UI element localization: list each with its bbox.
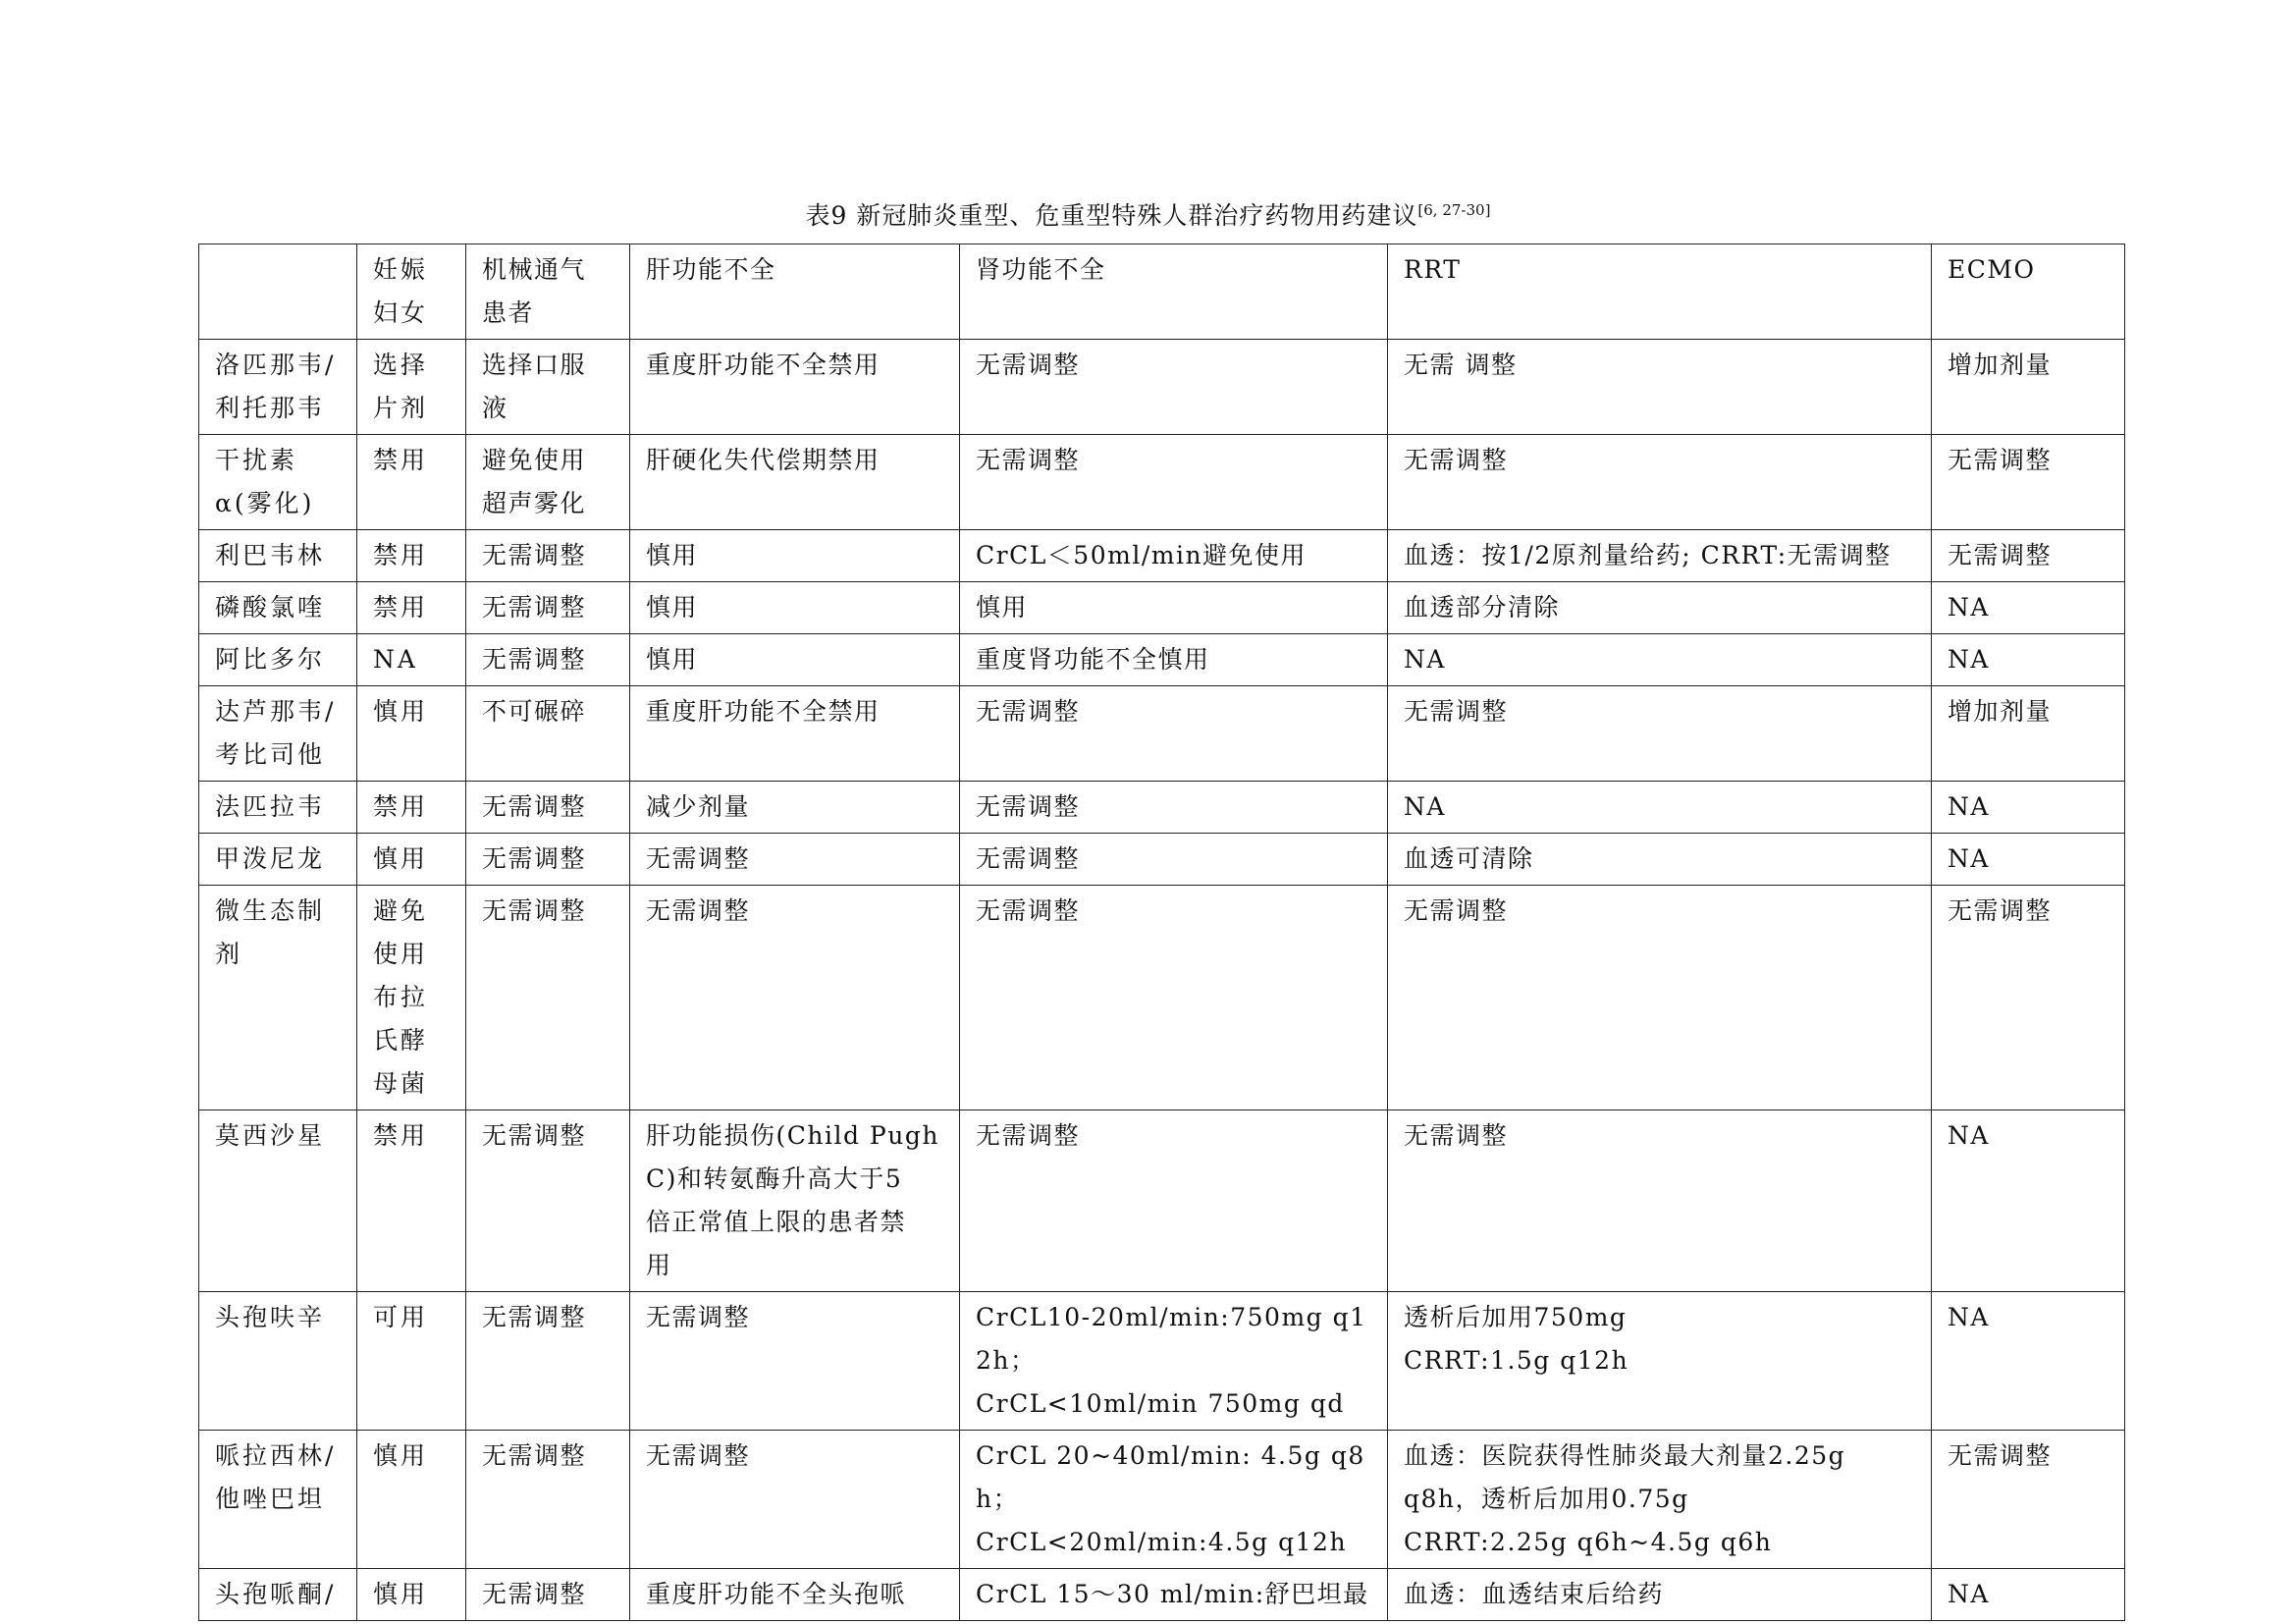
cell-rrt (1388, 834, 1932, 886)
cell-line: 无需调整 (482, 1303, 587, 1331)
cell-ecmo (1932, 1569, 2125, 1621)
cell-line: 血透可清除 (1404, 844, 1534, 873)
table-row (199, 782, 2125, 834)
cell-liver (630, 435, 960, 530)
cell-line: CrCL 20~40ml/min: 4.5g q8h； (976, 1441, 1365, 1513)
cell-line: 可用 (373, 1303, 429, 1331)
cell-rrt (1388, 1431, 1932, 1569)
cell-line: 无需调整 (1404, 896, 1509, 925)
cell-kidney (960, 435, 1388, 530)
cell-line: 无需调整 (976, 1121, 1081, 1150)
cell-line: 阿比多尔 (215, 645, 326, 674)
cell-line: q8h，透析后加用0.75g (1404, 1485, 1689, 1513)
cell-line: 他唑巴坦 (215, 1485, 326, 1513)
cell-pregnancy (357, 435, 466, 530)
cell-ventilation (466, 1292, 630, 1431)
cell-ventilation (466, 1569, 630, 1621)
cell-liver (630, 340, 960, 435)
cell-line: 无需调整 (646, 896, 751, 925)
cell-ventilation (466, 834, 630, 886)
cell-line: NA (373, 645, 418, 674)
cell-line: 磷酸氯喹 (215, 593, 326, 622)
cell-line: 甲泼尼龙 (215, 844, 326, 873)
cell-ecmo (1932, 1431, 2125, 1569)
cell-line: 避免 (373, 896, 429, 925)
cell-line: 避免使用 (482, 446, 587, 474)
cell-line: 无需调整 (1404, 446, 1509, 474)
cell-ventilation (466, 582, 630, 634)
cell-line: 液 (482, 394, 508, 422)
cell-line: 慎用 (373, 1441, 429, 1470)
cell-pregnancy (357, 886, 466, 1110)
cell-line: 布拉 (373, 983, 429, 1011)
cell-liver (630, 530, 960, 582)
cell-liver (630, 782, 960, 834)
cell-line: CRRT:1.5g q12h (1404, 1346, 1629, 1375)
cell-line: 选择 (373, 351, 429, 379)
cell-line: NA (1404, 792, 1446, 821)
cell-line: 肝硬化失代偿期禁用 (646, 446, 881, 474)
cell-ventilation (466, 1110, 630, 1292)
cell-drug (199, 1431, 357, 1569)
cell-line: 慎用 (646, 541, 699, 569)
cell-drug (199, 582, 357, 634)
cell-line: 无需调整 (482, 541, 587, 569)
cell-line: 无需调整 (482, 792, 587, 821)
cell-line: 片剂 (373, 394, 429, 422)
cell-kidney (960, 340, 1388, 435)
cell-line: 慎用 (373, 1580, 429, 1608)
cell-line: 母菌 (373, 1069, 429, 1098)
table-row (199, 435, 2125, 530)
cell-line: CRRT:2.25g q6h~4.5g q6h (1404, 1528, 1773, 1556)
cell-ventilation (466, 782, 630, 834)
cell-line: NA (1948, 844, 1990, 873)
cell-pregnancy (357, 530, 466, 582)
cell-ecmo (1932, 582, 2125, 634)
cell-line: 干扰素 (215, 446, 298, 474)
cell-kidney (960, 834, 1388, 886)
cell-line: 血透：血透结束后给药 (1404, 1580, 1665, 1608)
cell-ecmo (1932, 686, 2125, 782)
cell-rrt (1388, 1569, 1932, 1621)
cell-line: CrCL 15～30 ml/min:舒巴坦最 (976, 1580, 1369, 1608)
cell-line: 无需调整 (646, 844, 751, 873)
cell-line: 利巴韦林 (215, 541, 326, 569)
cell-line: NA (1948, 1303, 1990, 1331)
cell-line: CrCL<20ml/min:4.5g q12h (976, 1528, 1348, 1556)
cell-line: 慎用 (373, 844, 429, 873)
table-row (199, 1110, 2125, 1292)
cell-line: 重度肾功能不全慎用 (976, 645, 1210, 674)
cell-ecmo (1932, 1110, 2125, 1292)
cell-line: 无需调整 (482, 1580, 587, 1608)
cell-ventilation (466, 686, 630, 782)
cell-line: 无需调整 (482, 896, 587, 925)
cell-line: 透析后加用750mg (1404, 1303, 1628, 1331)
header-line (215, 248, 341, 292)
cell-line: 倍正常值上限的患者禁 (646, 1208, 907, 1236)
cell-line: NA (1948, 645, 1990, 674)
cell-line: 慎用 (976, 593, 1029, 622)
cell-drug (199, 782, 357, 834)
cell-line: 无需调整 (1404, 697, 1509, 726)
cell-pregnancy (357, 834, 466, 886)
cell-line: 使用 (373, 940, 429, 968)
cell-line: CrCL<10ml/min 750mg qd (976, 1389, 1345, 1418)
cell-line: CrCL＜50ml/min避免使用 (976, 541, 1308, 569)
table-row (199, 1569, 2125, 1621)
cell-line: 无需调整 (646, 1441, 751, 1470)
cell-drug (199, 435, 357, 530)
cell-line: 头孢呋辛 (215, 1303, 326, 1331)
cell-line: 考比司他 (215, 740, 326, 769)
cell-liver (630, 1431, 960, 1569)
cell-ecmo (1932, 530, 2125, 582)
cell-line: 无需调整 (1948, 541, 2053, 569)
cell-line: CrCL10-20ml/min:750mg q12h； (976, 1303, 1367, 1375)
cell-line: 禁用 (373, 792, 429, 821)
cell-line: NA (1948, 1121, 1990, 1150)
header-line: ECMO (1948, 255, 2036, 284)
cell-rrt (1388, 435, 1932, 530)
cell-line: 血透部分清除 (1404, 593, 1561, 622)
cell-line: 氏酵 (373, 1026, 429, 1055)
cell-ecmo (1932, 1292, 2125, 1431)
cell-ecmo (1932, 634, 2125, 686)
cell-line: 不可碾碎 (482, 697, 587, 726)
cell-ecmo (1932, 886, 2125, 1110)
cell-kidney (960, 1292, 1388, 1431)
caption-reference: [6, 27-30] (1417, 201, 1491, 219)
cell-line: 重度肝功能不全头孢哌 (646, 1580, 907, 1608)
header-liver (630, 244, 960, 340)
table-row (199, 834, 2125, 886)
cell-line: 肝功能损伤(Child Pugh (646, 1121, 939, 1150)
cell-liver (630, 634, 960, 686)
header-line: 机械通气 (482, 255, 587, 284)
cell-pregnancy (357, 634, 466, 686)
cell-rrt (1388, 340, 1932, 435)
cell-ventilation (466, 340, 630, 435)
cell-line: 用 (646, 1251, 672, 1279)
cell-line: 重度肝功能不全禁用 (646, 351, 881, 379)
table-caption (0, 192, 2296, 234)
cell-line: 慎用 (646, 593, 699, 622)
cell-line: 无需调整 (1404, 1121, 1509, 1150)
cell-pregnancy (357, 686, 466, 782)
cell-line: 禁用 (373, 541, 429, 569)
cell-kidney (960, 686, 1388, 782)
cell-line: 无需调整 (482, 1121, 587, 1150)
header-line (215, 292, 341, 335)
cell-rrt (1388, 782, 1932, 834)
cell-ecmo (1932, 435, 2125, 530)
cell-kidney (960, 530, 1388, 582)
cell-line: 无需调整 (482, 1441, 587, 1470)
cell-line: 禁用 (373, 446, 429, 474)
cell-line: 无需调整 (976, 896, 1081, 925)
cell-line: NA (1948, 792, 1990, 821)
cell-rrt (1388, 582, 1932, 634)
cell-line: 无需调整 (976, 844, 1081, 873)
cell-line: 慎用 (373, 697, 429, 726)
header-line: 患者 (482, 298, 535, 327)
cell-line: 微生态制 (215, 896, 326, 925)
cell-line: 哌拉西林/ (215, 1441, 337, 1470)
cell-line: α(雾化) (215, 489, 315, 517)
cell-drug (199, 834, 357, 886)
cell-line: 血透：医院获得性肺炎最大剂量2.25g (1404, 1441, 1846, 1470)
cell-rrt (1388, 686, 1932, 782)
header-kidney (960, 244, 1388, 340)
cell-line: 增加剂量 (1948, 697, 2053, 726)
cell-drug (199, 1292, 357, 1431)
header-rrt (1388, 244, 1932, 340)
cell-drug (199, 1569, 357, 1621)
cell-kidney (960, 1431, 1388, 1569)
cell-rrt (1388, 1292, 1932, 1431)
cell-pregnancy (357, 782, 466, 834)
cell-line: 无需调整 (482, 645, 587, 674)
cell-pregnancy (357, 340, 466, 435)
cell-rrt (1388, 530, 1932, 582)
cell-kidney (960, 1110, 1388, 1292)
header-line: 肾功能不全 (976, 255, 1106, 284)
cell-line: NA (1948, 1580, 1990, 1608)
cell-line: 无需调整 (1948, 1441, 2053, 1470)
header-line: 妊娠 (373, 255, 429, 284)
cell-ecmo (1932, 834, 2125, 886)
cell-line: 无需 调整 (1404, 351, 1518, 379)
table-row (199, 340, 2125, 435)
cell-liver (630, 582, 960, 634)
cell-ventilation (466, 886, 630, 1110)
cell-line: 选择口服 (482, 351, 587, 379)
cell-line: 无需调整 (976, 351, 1081, 379)
cell-liver (630, 686, 960, 782)
cell-drug (199, 1110, 357, 1292)
cell-line: 无需调整 (976, 697, 1081, 726)
cell-liver (630, 1110, 960, 1292)
cell-line: NA (1948, 593, 1990, 622)
cell-rrt (1388, 634, 1932, 686)
table-header-row (199, 244, 2125, 340)
table-row (199, 582, 2125, 634)
cell-kidney (960, 1569, 1388, 1621)
cell-drug (199, 686, 357, 782)
table-row (199, 1292, 2125, 1431)
cell-line: 剂 (215, 940, 243, 968)
header-line: 妇女 (373, 298, 429, 327)
cell-line: 头孢哌酮/ (215, 1580, 337, 1608)
cell-line: 禁用 (373, 1121, 429, 1150)
cell-liver (630, 1292, 960, 1431)
cell-pregnancy (357, 582, 466, 634)
cell-line: 增加剂量 (1948, 351, 2053, 379)
table-row (199, 686, 2125, 782)
cell-line: 重度肝功能不全禁用 (646, 697, 881, 726)
cell-line: 莫西沙星 (215, 1121, 326, 1150)
cell-liver (630, 1569, 960, 1621)
table-row (199, 886, 2125, 1110)
cell-line: 无需调整 (976, 792, 1081, 821)
cell-rrt (1388, 886, 1932, 1110)
cell-drug (199, 340, 357, 435)
cell-pregnancy (357, 1110, 466, 1292)
cell-drug (199, 530, 357, 582)
cell-kidney (960, 886, 1388, 1110)
drug-recommendation-table (198, 244, 2125, 1621)
cell-ventilation (466, 530, 630, 582)
cell-line: 达芦那韦/ (215, 697, 337, 726)
table-row (199, 1431, 2125, 1569)
cell-kidney (960, 782, 1388, 834)
cell-kidney (960, 634, 1388, 686)
cell-pregnancy (357, 1292, 466, 1431)
caption-text: 表9 新冠肺炎重型、危重型特殊人群治疗药物用药建议 (805, 201, 1418, 230)
cell-ecmo (1932, 340, 2125, 435)
cell-ventilation (466, 435, 630, 530)
cell-line: 法匹拉韦 (215, 792, 326, 821)
cell-line: 禁用 (373, 593, 429, 622)
cell-line: C)和转氨酶升高大于5 (646, 1164, 903, 1193)
cell-line: 无需调整 (1948, 446, 2053, 474)
header-ventilation (466, 244, 630, 340)
cell-drug (199, 634, 357, 686)
cell-drug (199, 886, 357, 1110)
cell-rrt (1388, 1110, 1932, 1292)
cell-line: 洛匹那韦/ (215, 351, 337, 379)
cell-liver (630, 886, 960, 1110)
header-line: 肝功能不全 (646, 255, 776, 284)
cell-line: 超声雾化 (482, 489, 587, 517)
header-drug (199, 244, 357, 340)
cell-kidney (960, 582, 1388, 634)
cell-line: NA (1404, 645, 1446, 674)
cell-line: 慎用 (646, 645, 699, 674)
cell-line: 血透：按1/2原剂量给药; CRRT:无需调整 (1404, 541, 1892, 569)
cell-line: 无需调整 (482, 593, 587, 622)
table-row (199, 634, 2125, 686)
cell-liver (630, 834, 960, 886)
cell-line: 无需调整 (1948, 896, 2053, 925)
cell-line: 无需调整 (976, 446, 1081, 474)
cell-line: 无需调整 (646, 1303, 751, 1331)
cell-line: 利托那韦 (215, 394, 326, 422)
cell-pregnancy (357, 1569, 466, 1621)
cell-ecmo (1932, 782, 2125, 834)
header-ecmo (1932, 244, 2125, 340)
cell-ventilation (466, 634, 630, 686)
cell-line: 无需调整 (482, 844, 587, 873)
table-row (199, 530, 2125, 582)
table-body (199, 244, 2125, 1621)
cell-pregnancy (357, 1431, 466, 1569)
cell-ventilation (466, 1431, 630, 1569)
cell-line: 减少剂量 (646, 792, 751, 821)
header-line: RRT (1404, 255, 1462, 284)
header-pregnancy (357, 244, 466, 340)
